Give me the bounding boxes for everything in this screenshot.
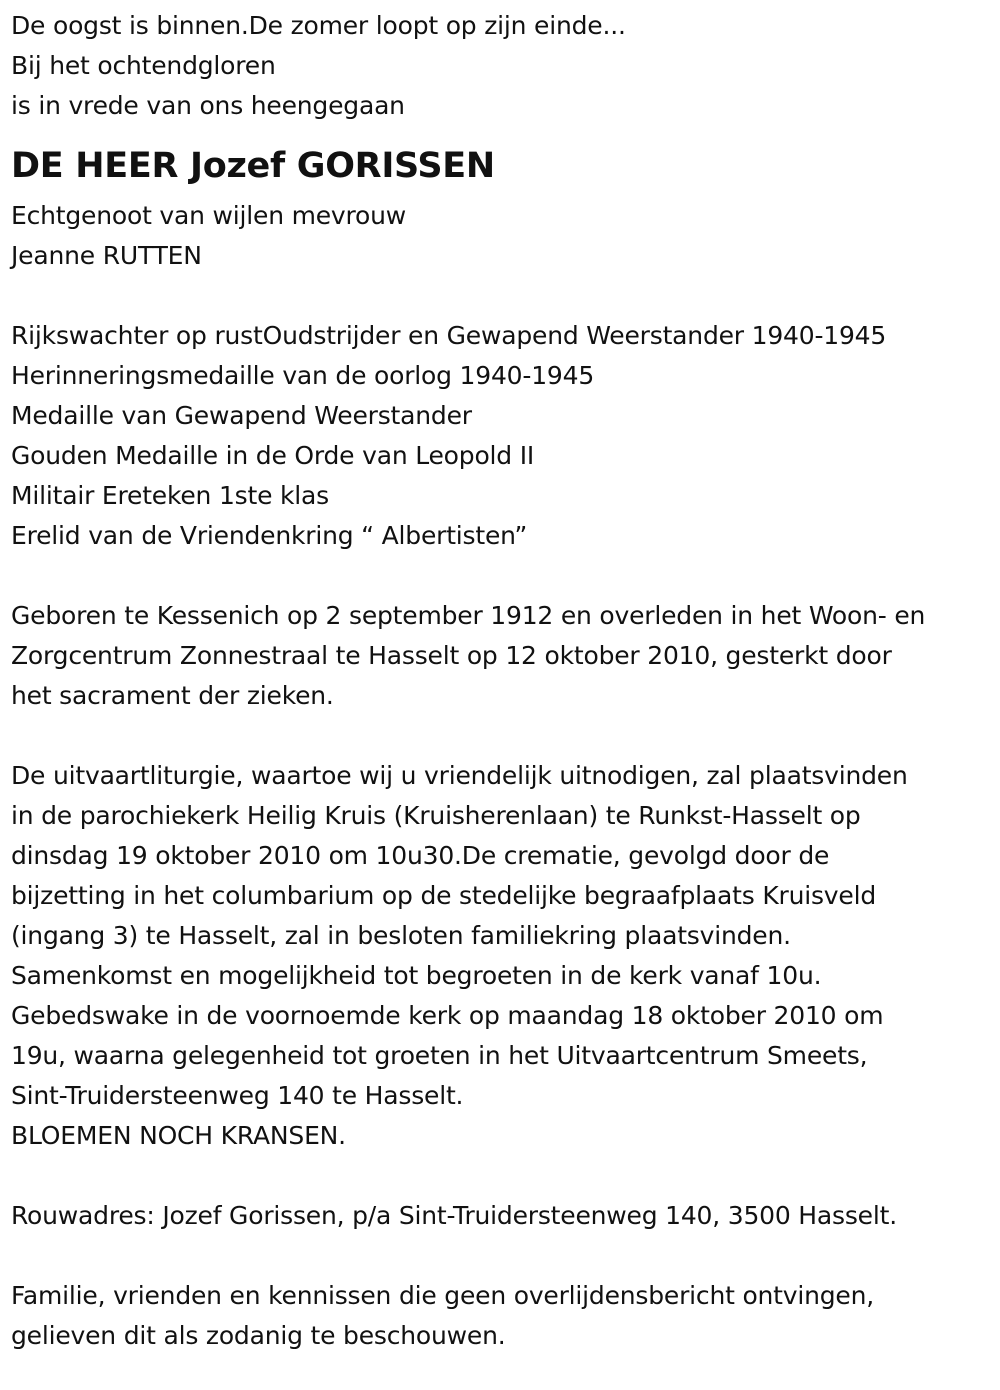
paragraph-line: in de parochiekerk Heilig Kruis (Kruisherenlaan) te Runkst-Hasselt op xyxy=(11,801,861,830)
paragraph-line: De uitvaartliturgie, waartoe wij u vriendelijk uitnodigen, zal plaatsvinden xyxy=(11,761,908,790)
paragraph-line: dinsdag 19 oktober 2010 om 10u30.De crematie, gevolgd door de xyxy=(11,841,830,870)
honour-line: Medaille van Gewapend Weerstander xyxy=(11,401,472,430)
spacer xyxy=(11,276,996,316)
honours-list xyxy=(11,316,996,556)
intro-line: is in vrede van ons heengegaan xyxy=(11,91,405,120)
intro-line: De oogst is binnen.De zomer loopt op zijn einde... xyxy=(11,11,626,40)
mourning-address: Rouwadres: Jozef Gorissen, p/a Sint-Truidersteenweg 140, 3500 Hasselt. xyxy=(11,1201,897,1230)
spacer xyxy=(11,556,996,596)
paragraph-line: Familie, vrienden en kennissen die geen overlijdensbericht ontvingen, xyxy=(11,1281,875,1310)
paragraph-line: het sacrament der zieken. xyxy=(11,681,334,710)
spouse-info xyxy=(11,196,996,276)
honour-line: Erelid van de Vriendenkring “ Albertisten” xyxy=(11,521,528,550)
honour-line: Herinneringsmedaille van de oorlog 1940-1945 xyxy=(11,361,595,390)
paragraph-line: Sint-Truidersteenweg 140 te Hasselt. xyxy=(11,1081,464,1110)
paragraph-line: (ingang 3) te Hasselt, zal in besloten familiekring plaatsvinden. xyxy=(11,921,791,950)
spacer xyxy=(11,716,996,756)
spouse-line: Jeanne RUTTEN xyxy=(11,241,202,270)
paragraph-line: Gebedswake in de voornoemde kerk op maandag 18 oktober 2010 om xyxy=(11,1001,884,1030)
spacer xyxy=(11,1156,996,1196)
obituary-notice xyxy=(11,6,996,1356)
paragraph-line: Geboren te Kessenich op 2 september 1912 en overleden in het Woon- en xyxy=(11,601,926,630)
paragraph-line: gelieven dit als zodanig te beschouwen. xyxy=(11,1321,506,1350)
honour-line: Gouden Medaille in de Orde van Leopold II xyxy=(11,441,535,470)
closing-paragraph xyxy=(11,1276,996,1356)
intro-line: Bij het ochtendgloren xyxy=(11,51,276,80)
birth-death-paragraph xyxy=(11,596,996,716)
honour-line: Militair Ereteken 1ste klas xyxy=(11,481,329,510)
funeral-paragraph xyxy=(11,756,996,1156)
paragraph-line: bijzetting in het columbarium op de stedelijke begraafplaats Kruisveld xyxy=(11,881,876,910)
spacer xyxy=(11,1236,996,1276)
paragraph-line: Zorgcentrum Zonnestraal te Hasselt op 12 oktober 2010, gesterkt door xyxy=(11,641,892,670)
paragraph-line: BLOEMEN NOCH KRANSEN. xyxy=(11,1121,346,1150)
paragraph-line: 19u, waarna gelegenheid tot groeten in het Uitvaartcentrum Smeets, xyxy=(11,1041,868,1070)
intro-verse xyxy=(11,6,996,126)
spouse-line: Echtgenoot van wijlen mevrouw xyxy=(11,201,407,230)
deceased-name: DE HEER Jozef GORISSEN xyxy=(11,146,495,186)
paragraph-line: Samenkomst en mogelijkheid tot begroeten in de kerk vanaf 10u. xyxy=(11,961,822,990)
honour-line: Rijkswachter op rustOudstrijder en Gewapend Weerstander 1940-1945 xyxy=(11,321,887,350)
